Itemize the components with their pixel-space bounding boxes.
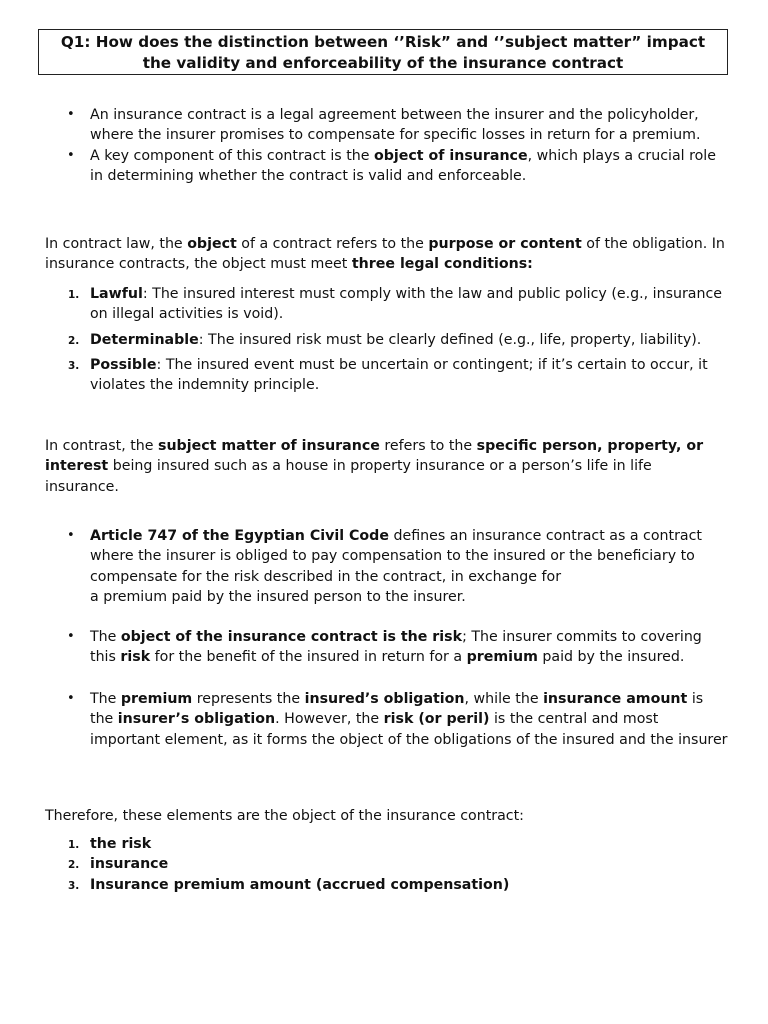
conclusion-elements-list	[45, 834, 730, 895]
para-bold: specific person, property, or interest	[45, 438, 704, 475]
item-number: 3.	[68, 879, 80, 892]
para-text: refers to the	[379, 438, 477, 454]
para-text: of the obligation. In insurance contracts, the object must meet	[45, 236, 725, 273]
para-bold: risk	[120, 649, 151, 666]
intro-bullet-2-text-end: , which plays a crucial role in determining whether the contract is valid and enforceable.	[90, 147, 716, 184]
para-bold: object of the insurance contract is the risk	[120, 629, 463, 645]
question-title-line-2: the validity and enforceability of the insurance contract	[142, 54, 624, 72]
para-text: is the	[90, 691, 704, 728]
item-number: 1.	[68, 839, 80, 851]
question-title-box	[38, 29, 728, 75]
para-text: ; The insurer commits to covering this	[90, 629, 702, 666]
condition-item	[45, 330, 730, 350]
list-item	[45, 854, 730, 874]
conclusion-paragraph: Therefore, these elements are the object of the insurance contract:	[45, 808, 524, 824]
para-text: is the central and most important element, as it forms the object of the obligations of the insured and the insurer	[90, 711, 728, 748]
para-text: for the benefit of the insured in return for a	[150, 649, 467, 666]
condition-text: : The insured event must be uncertain or contingent; if it’s certain to occur, it violates the indemnity principle.	[90, 356, 708, 394]
para-text: The	[90, 691, 121, 707]
item-number: 2.	[68, 859, 80, 872]
list-item	[45, 146, 730, 187]
para-text: represents the	[192, 691, 305, 707]
list-item	[45, 526, 730, 607]
para-text: . However, the	[275, 711, 384, 728]
subject-matter-paragraph	[45, 436, 730, 497]
element-label: insurance	[90, 856, 169, 873]
condition-item	[45, 284, 730, 325]
object-of-insurance-term: object of insurance	[374, 147, 528, 164]
para-bold: premium	[466, 649, 538, 666]
intro-bullet-2-text: A key component of this contract is the	[90, 147, 374, 164]
para-bold: risk (or peril)	[383, 711, 490, 728]
element-label: Insurance premium amount (accrued compensation)	[90, 876, 510, 893]
item-number: 3.	[68, 359, 80, 372]
article-text: defines an insurance contract as a contract where the insurer is obliged to pay compensation to the insured or the beneficiary to compensate for the risk described in the contract, in exchange for	[90, 528, 702, 585]
article-bullet-list	[45, 526, 730, 607]
intro-bullet-1-text: An insurance contract is a legal agreement between the insurer and the policyholder, where the insurer promises to compensate for specific losses in return for a premium.	[90, 107, 701, 144]
legal-conditions-list	[45, 284, 730, 395]
para-text: of a contract refers to the	[236, 236, 429, 252]
list-item	[45, 627, 730, 668]
para-bold: premium	[120, 691, 193, 707]
para-bold: three legal conditions:	[351, 256, 533, 273]
article-text-line-2: a premium paid by the insured person to the insurer.	[90, 588, 466, 605]
item-number: 1.	[68, 289, 80, 301]
para-text: , while the	[464, 691, 544, 707]
list-item	[45, 105, 730, 146]
para-bold: object	[187, 236, 237, 252]
condition-term: Lawful	[90, 286, 143, 302]
para-text: In contract law, the	[45, 236, 188, 252]
risk-bullet-list	[45, 627, 730, 668]
para-text: paid by the insured.	[537, 649, 685, 666]
element-label: the risk	[90, 836, 152, 852]
list-item	[45, 875, 730, 895]
condition-text: : The insured risk must be clearly defined (e.g., life, property, liability).	[198, 331, 702, 348]
object-definition-paragraph	[45, 234, 730, 275]
para-bold: insurer’s obligation	[117, 711, 276, 728]
condition-term: Determinable	[90, 331, 199, 348]
para-text: being insured such as a house in property insurance or a person’s life in life insurance.	[45, 458, 652, 495]
condition-text: : The insured interest must comply with the law and public policy (e.g., insurance on illegal activities is void).	[90, 286, 722, 323]
para-bold: purpose or content	[428, 236, 582, 252]
para-bold: subject matter of insurance	[158, 438, 380, 454]
item-number: 2.	[68, 334, 80, 347]
para-bold: insured’s obligation	[304, 691, 465, 707]
question-title-line-1: Q1: How does the distinction between ‘’Risk” and ‘’subject matter” impact	[60, 33, 706, 51]
list-item	[45, 834, 730, 854]
para-text: In contrast, the	[45, 438, 159, 454]
article-reference: Article 747 of the Egyptian Civil Code	[90, 528, 389, 544]
intro-bullet-list	[45, 105, 730, 186]
list-item	[45, 689, 730, 750]
para-text: The	[90, 629, 121, 645]
premium-bullet-list	[45, 689, 730, 750]
condition-term: Possible	[90, 356, 157, 373]
para-bold: insurance amount	[543, 691, 688, 707]
condition-item	[45, 355, 730, 396]
